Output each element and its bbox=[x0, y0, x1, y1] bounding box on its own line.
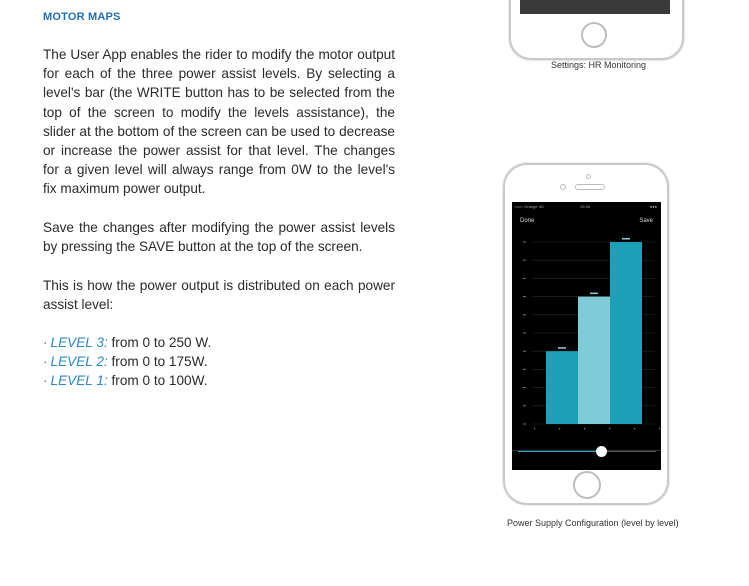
x-tick bbox=[534, 428, 535, 429]
level-list-item bbox=[43, 371, 211, 390]
slider-fill bbox=[518, 451, 601, 452]
y-tick bbox=[523, 424, 526, 425]
x-tick bbox=[609, 428, 610, 429]
done-button[interactable]: Done bbox=[520, 218, 535, 224]
level-name: LEVEL 1: bbox=[50, 373, 108, 389]
figure-caption-power: Power Supply Configuration (level by level) bbox=[507, 518, 679, 528]
save-button[interactable]: Save bbox=[639, 218, 653, 224]
level-list-item bbox=[43, 352, 211, 371]
bullet: · bbox=[43, 373, 48, 389]
level-list bbox=[43, 333, 211, 391]
y-tick bbox=[523, 296, 526, 297]
home-button-icon bbox=[581, 22, 607, 48]
level-range: from 0 to 250 W. bbox=[111, 335, 212, 350]
figure-caption-hr: Settings: HR Monitoring bbox=[551, 60, 647, 70]
bar-level-2[interactable] bbox=[578, 297, 610, 424]
speaker-icon bbox=[575, 184, 605, 190]
battery-icon: ●●● bbox=[649, 204, 657, 209]
bar-label-mark bbox=[590, 293, 598, 295]
bar-level-1[interactable] bbox=[546, 351, 578, 424]
paragraph-intro: The User App enables the rider to modify the motor output for each of the three power assist levels. By selecting a level's bar (the WRITE button has to be selected from the top of the screen to modify the levels assistance), the slider at the bottom of the screen can be used to decrease or increase the power assist for that level. The changes for a given level will always range from 0W to the level's fix maximum power output. bbox=[43, 47, 395, 197]
bar-level-3[interactable] bbox=[610, 242, 642, 424]
bar-label-mark bbox=[622, 238, 630, 240]
section-title: MOTOR MAPS bbox=[43, 11, 121, 23]
y-tick bbox=[523, 405, 526, 406]
bar-label-mark bbox=[558, 347, 566, 349]
paragraph-distribution: This is how the power output is distributed on each power assist level: bbox=[43, 278, 395, 313]
y-tick bbox=[523, 351, 526, 352]
bullet: · bbox=[43, 354, 48, 370]
sensor-icon bbox=[586, 174, 591, 179]
phone-mockup-hr bbox=[509, 0, 684, 60]
level-range: from 0 to 100W. bbox=[111, 373, 208, 389]
carrier-label: ••••○ Orange 4G bbox=[515, 204, 544, 209]
y-tick bbox=[523, 314, 526, 315]
level-name: LEVEL 2: bbox=[50, 354, 108, 370]
x-tick bbox=[584, 428, 585, 429]
x-tick bbox=[659, 428, 660, 429]
y-tick bbox=[523, 242, 526, 243]
camera-icon bbox=[560, 184, 566, 190]
x-tick bbox=[634, 428, 635, 429]
bullet: · bbox=[43, 335, 48, 350]
phone-screen bbox=[520, 0, 670, 14]
home-button-icon bbox=[573, 471, 601, 499]
paragraph-save: Save the changes after modifying the power assist levels by pressing the SAVE button at the top of the screen. bbox=[43, 220, 395, 255]
status-time: 19:46 bbox=[580, 204, 591, 209]
x-tick bbox=[559, 428, 560, 429]
y-tick bbox=[523, 260, 526, 261]
phone-screen-power bbox=[512, 202, 661, 470]
slider-handle[interactable] bbox=[596, 446, 607, 457]
level-name: LEVEL 3: bbox=[50, 335, 108, 350]
level-range: from 0 to 175W. bbox=[111, 354, 208, 370]
y-tick bbox=[523, 369, 526, 370]
power-level-chart bbox=[512, 230, 661, 436]
status-bar bbox=[512, 204, 661, 212]
level-list-item bbox=[43, 333, 211, 352]
y-tick bbox=[523, 278, 526, 279]
y-tick bbox=[523, 333, 526, 334]
y-tick bbox=[523, 387, 526, 388]
